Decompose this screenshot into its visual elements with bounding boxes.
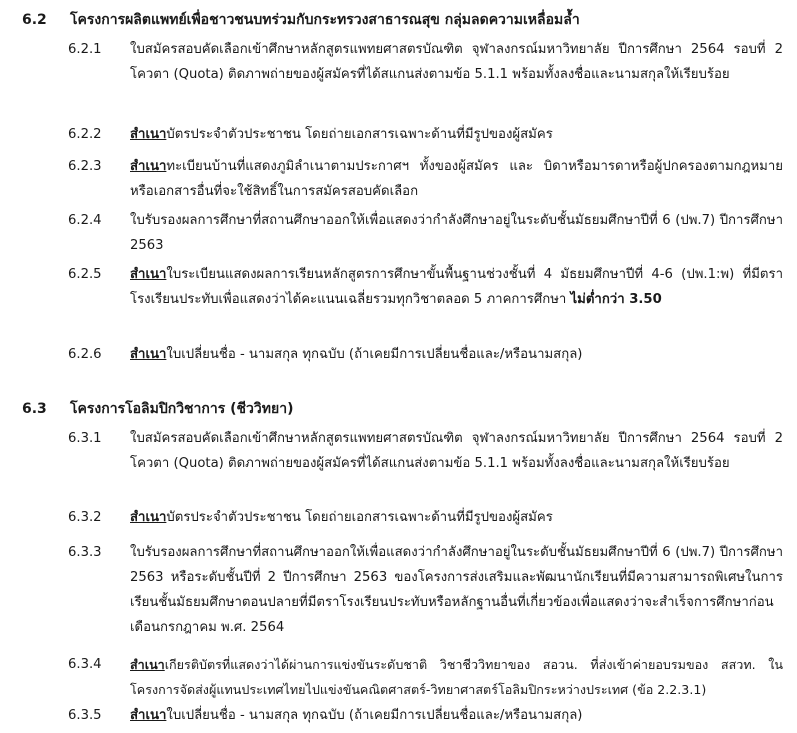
item-text: ใบเปลี่ยนชื่อ - นามสกุล ทุกฉบับ (ถ้าเคยมีการเปลี่ยนชื่อและ/หรือนามสกุล) bbox=[166, 347, 583, 362]
item-text: ใบรับรองผลการศึกษาที่สถานศึกษาออกให้เพื่อแสดงว่ากำลังศึกษาอยู่ในระดับชั้นมัธยมศึกษาปีที่ 6 (ปพ.7) ปีการศึกษา 2563 หรือระดับชั้นปีที่ 2 ปีการศึกษา 2563 ของโครงการส่งเสริมและพัฒนานักเรียนที่มีความสามารถพิเศษในการเรียนชั้นมัธยมศึกษาตอนปลายที่มีตราโรงเรียนประทับหรือหลักฐานอื่นที่เกี่ยวข้องเพื่อแสดงว่าจะสำเร็จการศึกษาก่อนเดือนกรกฎาคม พ.ศ. 2564 bbox=[130, 545, 783, 635]
item-text: ใบสมัครสอบคัดเลือกเข้าศึกษาหลักสูตรแพทยศาสตรบัณฑิต จุฬาลงกรณ์มหาวิทยาลัย ปีการศึกษา 2564 รอบที่ 2 โควตา (Quota) ติดภาพถ่ายของผู้สมัครที่ได้สแกนส่งตามข้อ 5.1.1 พร้อมทั้งลงชื่อและนามสกุลให้เรียบร้อย bbox=[130, 431, 783, 471]
item-number: 6.2.6 bbox=[68, 347, 102, 362]
list-item bbox=[68, 540, 783, 640]
item-number: 6.2.2 bbox=[68, 127, 102, 142]
emphasis-label: สำเนา bbox=[130, 510, 167, 525]
emphasis-label: สำเนา bbox=[130, 657, 165, 672]
item-number: 6.2.3 bbox=[68, 159, 102, 174]
section-title: โครงการโอลิมปิกวิชาการ (ชีววิทยา) bbox=[70, 401, 294, 417]
item-text: บัตรประจำตัวประชาชน โดยถ่ายเอกสารเฉพาะด้านที่มีรูปของผู้สมัคร bbox=[166, 127, 553, 142]
list-item bbox=[68, 342, 783, 367]
item-number: 6.3.1 bbox=[68, 431, 102, 446]
list-item bbox=[68, 208, 783, 258]
list-item bbox=[68, 262, 783, 312]
item-number: 6.3.4 bbox=[68, 657, 102, 672]
section-number: 6.3 bbox=[22, 401, 47, 417]
section-heading bbox=[22, 10, 580, 30]
item-text: เกียรติบัตรที่แสดงว่าได้ผ่านการแข่งขันระดับชาติ วิชาชีววิทยาของ สอวน. ที่ส่งเข้าค่ายอบรมของ สสวท. ในโครงการจัดส่งผู้แทนประเทศไทยไปแข่งขันคณิตศาสตร์-วิทยาศาสตร์โอลิมปิกระหว่างประเทศ (ข้อ 2.2.3.1) bbox=[130, 657, 783, 697]
list-item bbox=[68, 703, 783, 728]
emphasis-label: สำเนา bbox=[130, 708, 167, 723]
item-text: ใบระเบียนแสดงผลการเรียนหลักสูตรการศึกษาขั้นพื้นฐานช่วงชั้นที่ 4 มัธยมศึกษาปีที่ 4-6 (ปพ.1:พ) ที่มีตราโรงเรียนประทับเพื่อแสดงว่าได้คะแนนเฉลี่ยรวมทุกวิชาตลอด 5 ภาคการศึกษา bbox=[130, 267, 783, 307]
item-number: 6.3.2 bbox=[68, 510, 102, 525]
list-item bbox=[68, 37, 783, 87]
list-item bbox=[68, 426, 783, 476]
item-text: ใบเปลี่ยนชื่อ - นามสกุล ทุกฉบับ (ถ้าเคยมีการเปลี่ยนชื่อและ/หรือนามสกุล) bbox=[166, 708, 583, 723]
list-item bbox=[68, 652, 783, 702]
item-text: ทะเบียนบ้านที่แสดงภูมิลำเนาตามประกาศฯ ทั้งของผู้สมัคร และ บิดาหรือมารดาหรือผู้ปกครองตามกฎหมาย หรือเอกสารอื่นที่จะใช้สิทธิ์ในการสมัครสอบคัดเลือก bbox=[130, 159, 783, 199]
item-number: 6.3.5 bbox=[68, 708, 102, 723]
emphasis-label: สำเนา bbox=[130, 159, 167, 174]
grade-requirement: ไม่ต่ำกว่า 3.50 bbox=[570, 292, 662, 307]
section-number: 6.2 bbox=[22, 12, 47, 28]
emphasis-label: สำเนา bbox=[130, 127, 167, 142]
section-heading bbox=[22, 399, 293, 419]
item-number: 6.2.4 bbox=[68, 213, 102, 228]
item-text: บัตรประจำตัวประชาชน โดยถ่ายเอกสารเฉพาะด้านที่มีรูปของผู้สมัคร bbox=[166, 510, 553, 525]
list-item bbox=[68, 505, 783, 530]
emphasis-label: สำเนา bbox=[130, 267, 167, 282]
item-text: ใบรับรองผลการศึกษาที่สถานศึกษาออกให้เพื่อแสดงว่ากำลังศึกษาอยู่ในระดับชั้นมัธยมศึกษาปีที่ 6 (ปพ.7) ปีการศึกษา 2563 bbox=[130, 213, 783, 253]
list-item bbox=[68, 122, 783, 147]
item-number: 6.2.1 bbox=[68, 42, 102, 57]
emphasis-label: สำเนา bbox=[130, 347, 167, 362]
item-number: 6.2.5 bbox=[68, 267, 102, 282]
section-title: โครงการผลิตแพทย์เพื่อชาวชนบทร่วมกับกระทรวงสาธารณสุข กลุ่มลดความเหลื่อมล้ำ bbox=[70, 12, 580, 28]
item-text: ใบสมัครสอบคัดเลือกเข้าศึกษาหลักสูตรแพทยศาสตรบัณฑิต จุฬาลงกรณ์มหาวิทยาลัย ปีการศึกษา 2564 รอบที่ 2 โควตา (Quota) ติดภาพถ่ายของผู้สมัครที่ได้สแกนส่งตามข้อ 5.1.1 พร้อมทั้งลงชื่อและนามสกุลให้เรียบร้อย bbox=[130, 42, 783, 82]
list-item bbox=[68, 154, 783, 204]
item-number: 6.3.3 bbox=[68, 545, 102, 560]
